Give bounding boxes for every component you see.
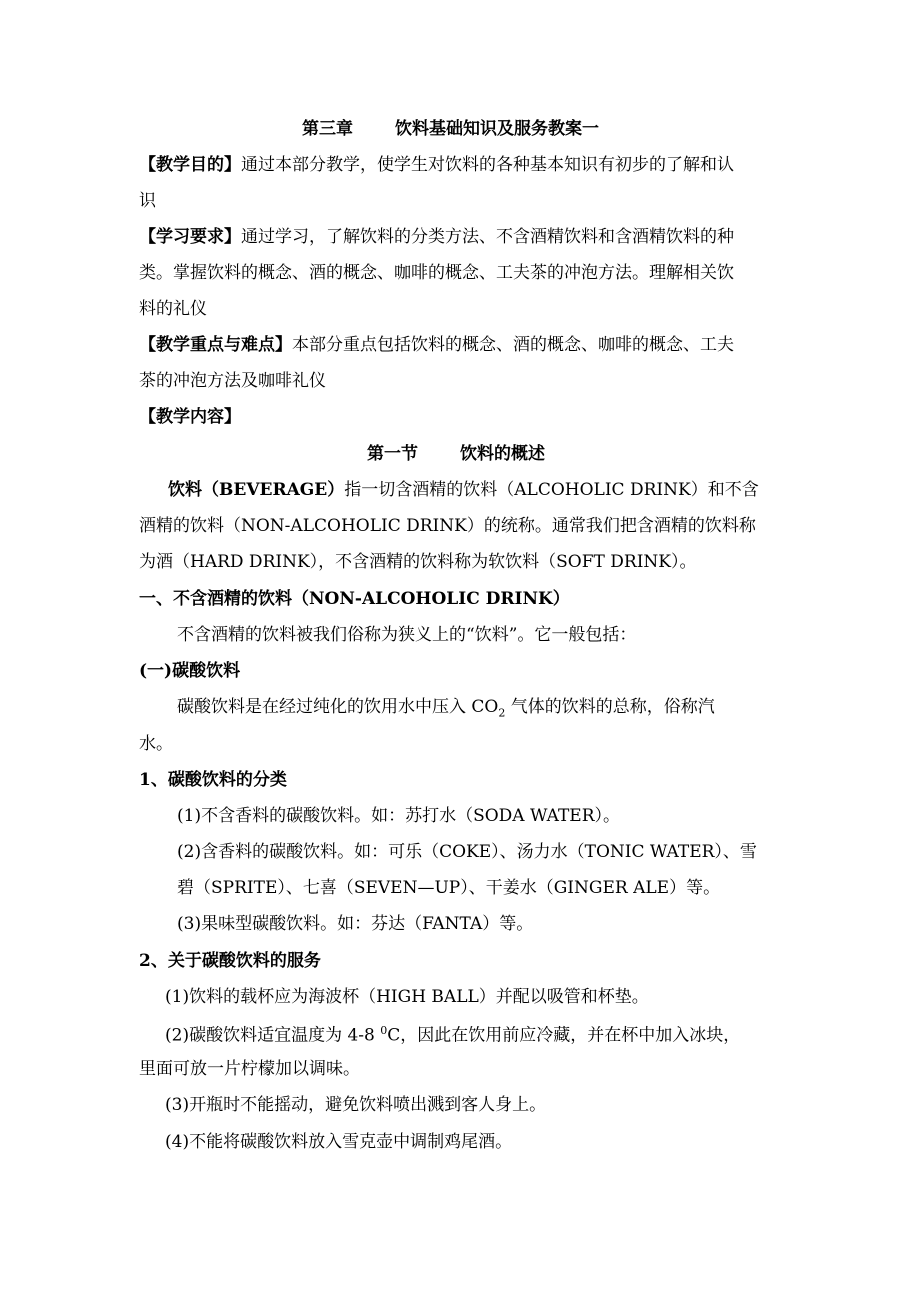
non-alcoholic-intro: 不含酒精的饮料被我们俗称为狭义上的“饮料”。它一般包括： — [177, 625, 637, 645]
service-item-2-text-end: C，因此在饮用前应冷藏，并在杯中加入冰块， — [387, 1025, 741, 1046]
objective-text: 通过本部分教学，使学生对饮料的各种基本知识有初步的了解和认 — [241, 155, 734, 175]
section-number: 第一节 — [367, 444, 418, 464]
carbonated-def-text-end: 气体的饮料的总称，俗称汽 — [505, 697, 715, 717]
focus-line-1 — [139, 337, 734, 354]
focus-text: 本部分重点包括饮料的概念、酒的概念、咖啡的概念、工夫 — [292, 335, 734, 355]
focus-label: 【教学重点与难点】 — [139, 335, 292, 355]
co2-subscript: 2 — [498, 706, 506, 720]
chapter-title — [302, 121, 599, 138]
intro-text: 指一切含酒精的饮料（ALCOHOLIC DRINK）和不含 — [344, 480, 759, 500]
chapter-name: 饮料基础知识及服务教案一 — [395, 119, 599, 139]
heading-service: 2、关于碳酸饮料的服务 — [139, 951, 321, 971]
requirements-text: 通过学习，了解饮料的分类方法、不含酒精饮料和含酒精饮料的种 — [241, 227, 734, 247]
intro-term: 饮料（BEVERAGE） — [168, 480, 345, 500]
intro-line-3: 为酒（HARD DRINK），不含酒精的饮料称为软饮料（SOFT DRINK）。 — [139, 552, 697, 572]
service-item-1: (1)饮料的载杯应为海波杯（HIGH BALL）并配以吸管和杯垫。 — [165, 987, 649, 1007]
content-label: 【教学内容】 — [139, 407, 241, 427]
intro-line-2: 酒精的饮料（NON-ALCOHOLIC DRINK）的统称。通常我们把含酒精的饮料称 — [139, 516, 756, 536]
service-item-3: (3)开瓶时不能摇动，避免饮料喷出溅到客人身上。 — [165, 1095, 547, 1115]
degree-superscript: 0 — [380, 1024, 388, 1037]
requirements-line-3: 料的礼仪 — [139, 299, 207, 319]
requirements-line-1 — [139, 229, 734, 246]
heading-non-alcoholic: 一、不含酒精的饮料（NON-ALCOHOLIC DRINK） — [139, 589, 570, 609]
service-item-2-cont: 里面可放一片柠檬加以调味。 — [139, 1059, 360, 1079]
focus-line-2: 茶的冲泡方法及咖啡礼仪 — [139, 371, 326, 391]
carbonated-def-text: 碳酸饮料是在经过纯化的饮用水中压入 CO — [177, 697, 499, 717]
requirements-label: 【学习要求】 — [139, 227, 241, 247]
service-item-4: (4)不能将碳酸饮料放入雪克壶中调制鸡尾酒。 — [165, 1132, 513, 1152]
heading-classification: 1、碳酸饮料的分类 — [139, 770, 287, 790]
section-title — [367, 446, 545, 463]
intro-line-1 — [168, 482, 759, 499]
objective-line-1 — [139, 157, 734, 174]
requirements-line-2: 类。掌握饮料的概念、酒的概念、咖啡的概念、工夫茶的冲泡方法。理解相关饮 — [139, 263, 734, 283]
service-item-2 — [165, 1025, 740, 1045]
objective-label: 【教学目的】 — [139, 155, 241, 175]
classify-item-2: (2)含香料的碳酸饮料。如：可乐（COKE）、汤力水（TONIC WATER）、雪 — [177, 842, 757, 862]
classify-item-3: (3)果味型碳酸饮料。如：芬达（FANTA）等。 — [177, 914, 534, 934]
section-name: 饮料的概述 — [460, 444, 545, 464]
carbonated-def-line-2: 水。 — [139, 734, 173, 754]
classify-item-2-cont: 碧（SPRITE）、七喜（SEVEN—UP）、干姜水（GINGER ALE）等。 — [177, 878, 721, 898]
subheading-carbonated: (一)碳酸饮料 — [139, 661, 241, 681]
classify-item-1: (1)不含香料的碳酸饮料。如：苏打水（SODA WATER）。 — [177, 806, 620, 826]
chapter-number: 第三章 — [302, 119, 353, 139]
objective-line-2: 识 — [139, 191, 156, 211]
service-item-2-text: (2)碳酸饮料适宜温度为 4-8 — [165, 1025, 381, 1046]
carbonated-def-line-1 — [177, 699, 715, 718]
